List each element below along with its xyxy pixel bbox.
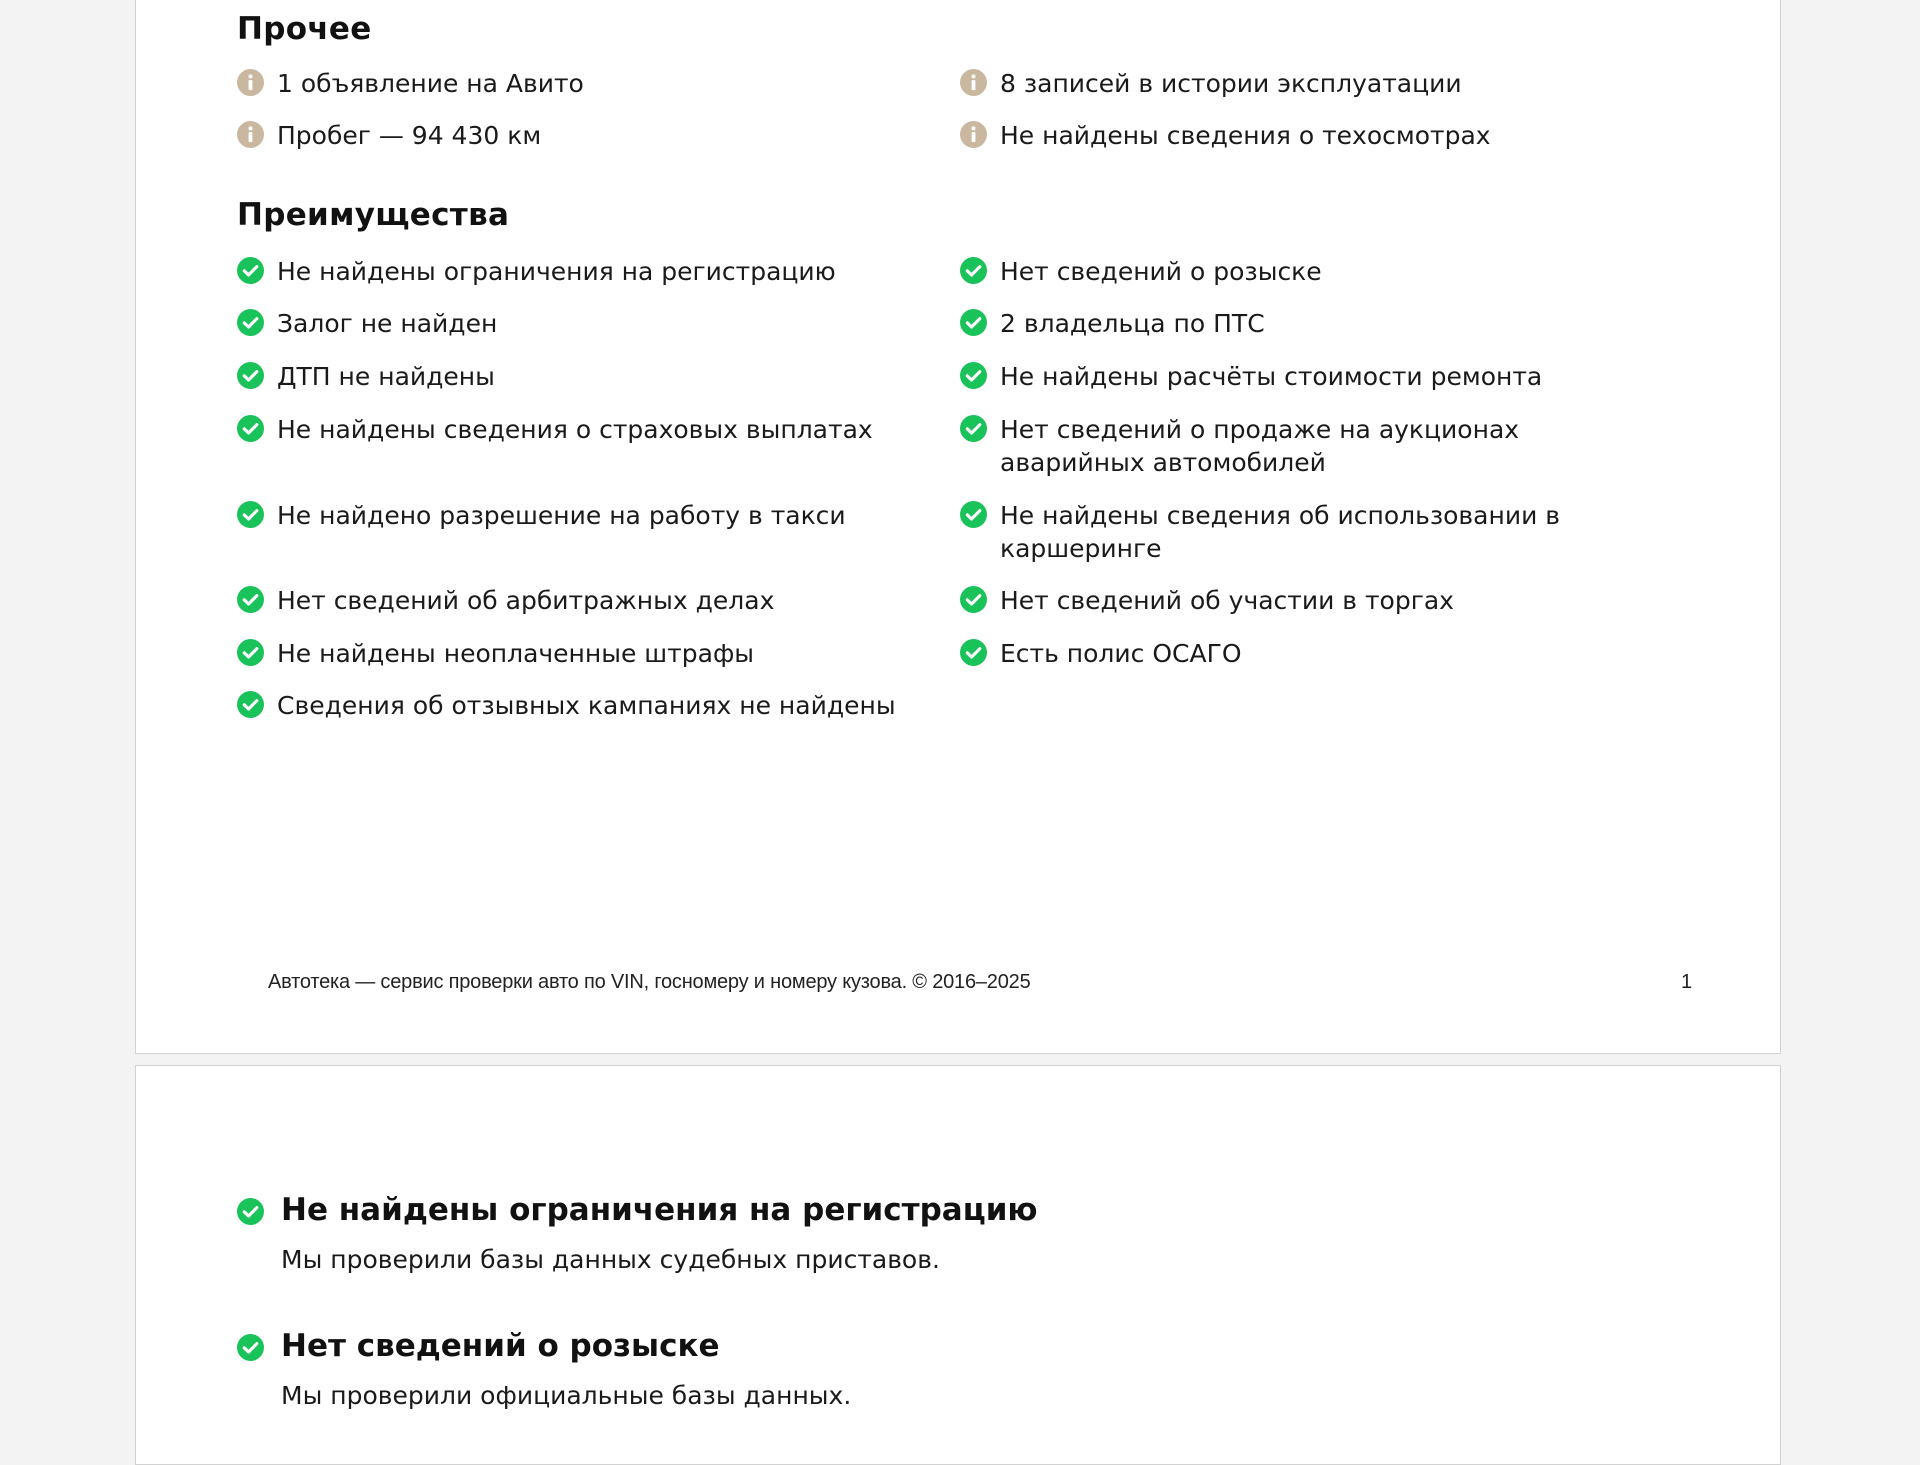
- item-text: Нет сведений об участии в торгах: [1000, 586, 1454, 615]
- check-icon: [960, 362, 987, 389]
- item-text: Пробег — 94 430 км: [277, 121, 542, 150]
- detail-description: Мы проверили официальные базы данных.: [281, 1381, 852, 1410]
- section-title-other: Прочее: [237, 11, 372, 47]
- detail-title: Не найдены ограничения на регистрацию: [281, 1192, 1038, 1228]
- check-icon: [960, 586, 987, 613]
- item-text: Не найдены ограничения на регистрацию: [277, 257, 836, 286]
- item-text: Нет сведений о продаже на аукционах аварийных автомобилей: [1000, 415, 1520, 477]
- item-text: ДТП не найдены: [277, 362, 495, 391]
- page-number: 1: [1681, 971, 1693, 993]
- check-icon: [237, 415, 264, 442]
- check-icon: [237, 691, 264, 718]
- check-icon: [237, 1334, 264, 1361]
- item-text: 1 объявление на Авито: [277, 69, 584, 98]
- detail-title: Нет сведений о розыске: [281, 1328, 720, 1364]
- check-icon: [237, 639, 264, 666]
- check-icon: [237, 586, 264, 613]
- item-text: Не найдено разрешение на работу в такси: [277, 501, 846, 530]
- item-text: Не найдены сведения о страховых выплатах: [277, 415, 873, 444]
- check-icon: [237, 257, 264, 284]
- item-text: Залог не найден: [277, 309, 498, 338]
- item-text: Есть полис ОСАГО: [1000, 639, 1242, 668]
- detail-description: Мы проверили базы данных судебных приставов.: [281, 1245, 940, 1274]
- check-icon: [960, 309, 987, 336]
- check-icon: [237, 309, 264, 336]
- item-text: Сведения об отзывных кампаниях не найдены: [277, 691, 896, 720]
- item-text: Не найдены неоплаченные штрафы: [277, 639, 755, 668]
- check-icon: [237, 1198, 264, 1225]
- report-page-1: [135, 0, 1781, 1054]
- item-text: Не найдены сведения об использовании в каршеринге: [1000, 501, 1561, 563]
- item-text: 2 владельца по ПТС: [1000, 309, 1265, 338]
- check-icon: [960, 257, 987, 284]
- info-icon: [960, 121, 987, 148]
- info-icon: [237, 69, 264, 96]
- check-icon: [960, 415, 987, 442]
- report-page-2: [135, 1065, 1781, 1465]
- item-text: Нет сведений о розыске: [1000, 257, 1322, 286]
- footer-text: Автотека — сервис проверки авто по VIN, госномеру и номеру кузова. © 2016–2025: [268, 971, 1031, 993]
- check-icon: [237, 362, 264, 389]
- item-text: Не найдены сведения о техосмотрах: [1000, 121, 1491, 150]
- info-icon: [237, 121, 264, 148]
- item-text: 8 записей в истории эксплуатации: [1000, 69, 1462, 98]
- item-text: Не найдены расчёты стоимости ремонта: [1000, 362, 1543, 391]
- info-icon: [960, 69, 987, 96]
- check-icon: [237, 501, 264, 528]
- item-text: Нет сведений об арбитражных делах: [277, 586, 775, 615]
- check-icon: [960, 501, 987, 528]
- section-title-advantages: Преимущества: [237, 197, 510, 233]
- check-icon: [960, 639, 987, 666]
